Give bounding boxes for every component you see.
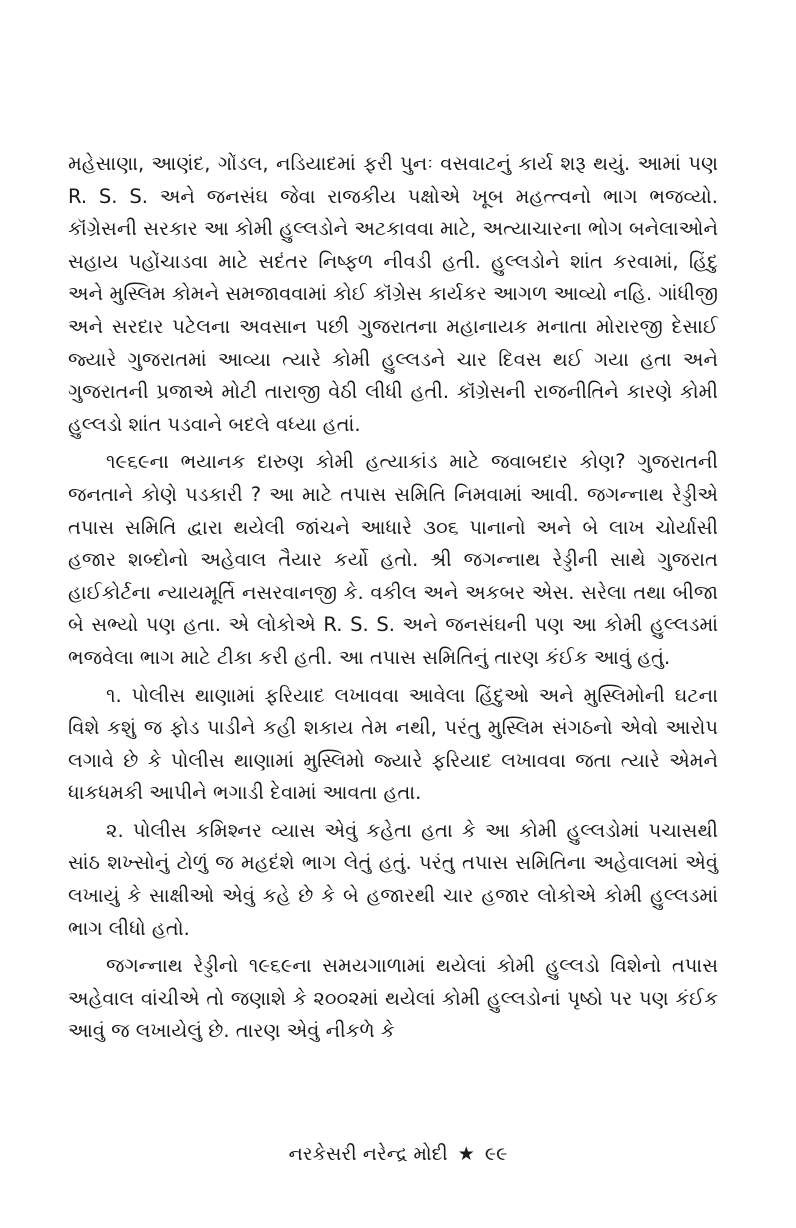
book-title: નરકેસરી નરેન્દ્ર મોદી — [288, 1143, 448, 1165]
page-footer — [0, 1140, 796, 1168]
paragraph-2: ૧૯૬૯ના ભયાનક દારુણ કોમી હત્યાકાંડ માટે જવાબદાર કોણ? ગુજરાતની જનતાને કોણે પડકારી ? આ માટે તપાસ સમિતિ નિમવામાં આવી. જગન્નાથ રેડ્ડીએ તપાસ સમિતિ દ્વારા થયેલી જાંચને આધારે ૩૦૬ પાનાનો અને બે લાખ ચોર્યાસી હજાર શબ્દોનો અહેવાલ તૈયાર કર્યો હતો. શ્રી જગન્નાથ રેડ્ડીની સાથે ગુજરાત હાઈકોર્ટના ન્યાયમૂર્તિ નસરવાનજી કે. વકીલ અને અકબર એસ. સરેલા તથા બીજા બે સભ્યો પણ હતા. એ લોકોએ R. S. S. અને જનસંઘની પણ આ કોમી હુલ્લડમાં ભજવેલા ભાગ માટે ટીકા કરી હતી. આ તપાસ સમિતિનું તારણ કંઈક આવું હતું. — [68, 450, 718, 669]
paragraph-5: જગન્નાથ રેડ્ડીનો ૧૯૬૯ના સમયગાળામાં થયેલાં કોમી હુલ્લડો વિશેનો તપાસ અહેવાલ વાંચીએ તો જણાશે કે ૨૦૦૨માં થયેલાં કોમી હુલ્લડોનાં પૃષ્ઠો પર પણ કંઈક આવું જ લખાયેલું છે. તારણ એવું નીકળે કે — [68, 954, 718, 1043]
paragraph-4: ૨. પોલીસ કમિશ્નર વ્યાસ એવું કહેતા હતા કે આ કોમી હુલ્લડોમાં પચાસથી સાંઠ શખ્સોનું ટોળું જ મહદંશે ભાગ લેતું હતું. પરંતુ તપાસ સમિતિના અહેવાલમાં એવું લખાયું કે સાક્ષીઓ એવું કહે છે કે બે હજારથી ચાર હજાર લોકોએ કોમી હુલ્લડમાં ભાગ લીધો હતો. — [68, 818, 718, 940]
page-body — [68, 148, 718, 1053]
page-number: ૯૯ — [484, 1143, 508, 1165]
paragraph-3: ૧. પોલીસ થાણામાં ફરિયાદ લખાવવા આવેલા હિંદુઓ અને મુસ્લિમોની ઘટના વિશે કશું જ ફોડ પાડીને કહી શકાય તેમ નથી, પરંતુ મુસ્લિમ સંગઠનો એવો આરોપ લગાવે છે કે પોલીસ થાણામાં મુસ્લિમો જ્યારે ફરિયાદ લખાવવા જતા ત્યારે એમને ધાકધમકી આપીને ભગાડી દેવામાં આવતા હતા. — [68, 683, 718, 805]
paragraph-1: મહેસાણા, આણંદ, ગોંડલ, નડિયાદમાં ફરી પુનઃ વસવાટનું કાર્ય શરૂ થયું. આમાં પણ R. S. S. અને જનસંઘ જેવા રાજકીય પક્ષોએ ખૂબ મહત્ત્વનો ભાગ ભજવ્યો. કૉંગ્રેસની સરકાર આ કોમી હુલ્લડોને અટકાવવા માટે, અત્યાચારના ભોગ બનેલાઓને સહાય પહોંચાડવા માટે સદંતર નિષ્ફળ નીવડી હતી. હુલ્લડોને શાંત કરવામાં, હિંદુ અને મુસ્લિમ કોમને સમજાવવામાં કોઈ કૉંગ્રેસ કાર્યકર આગળ આવ્યો નહિ. ગાંધીજી અને સરદાર પટેલના અવસાન પછી ગુજરાતના મહાનાયક મનાતા મોરારજી દેસાઈ જ્યારે ગુજરાતમાં આવ્યા ત્યારે કોમી હુલ્લડને ચાર દિવસ થઈ ગયા હતા અને ગુજરાતની પ્રજાએ મોટી તારાજી વેઠી લીધી હતી. કૉંગ્રેસની રાજનીતિને કારણે કોમી હુલ્લડો શાંત પડવાને બદલે વધ્યા હતાં. — [68, 152, 718, 436]
star-icon: ★ — [457, 1143, 475, 1165]
